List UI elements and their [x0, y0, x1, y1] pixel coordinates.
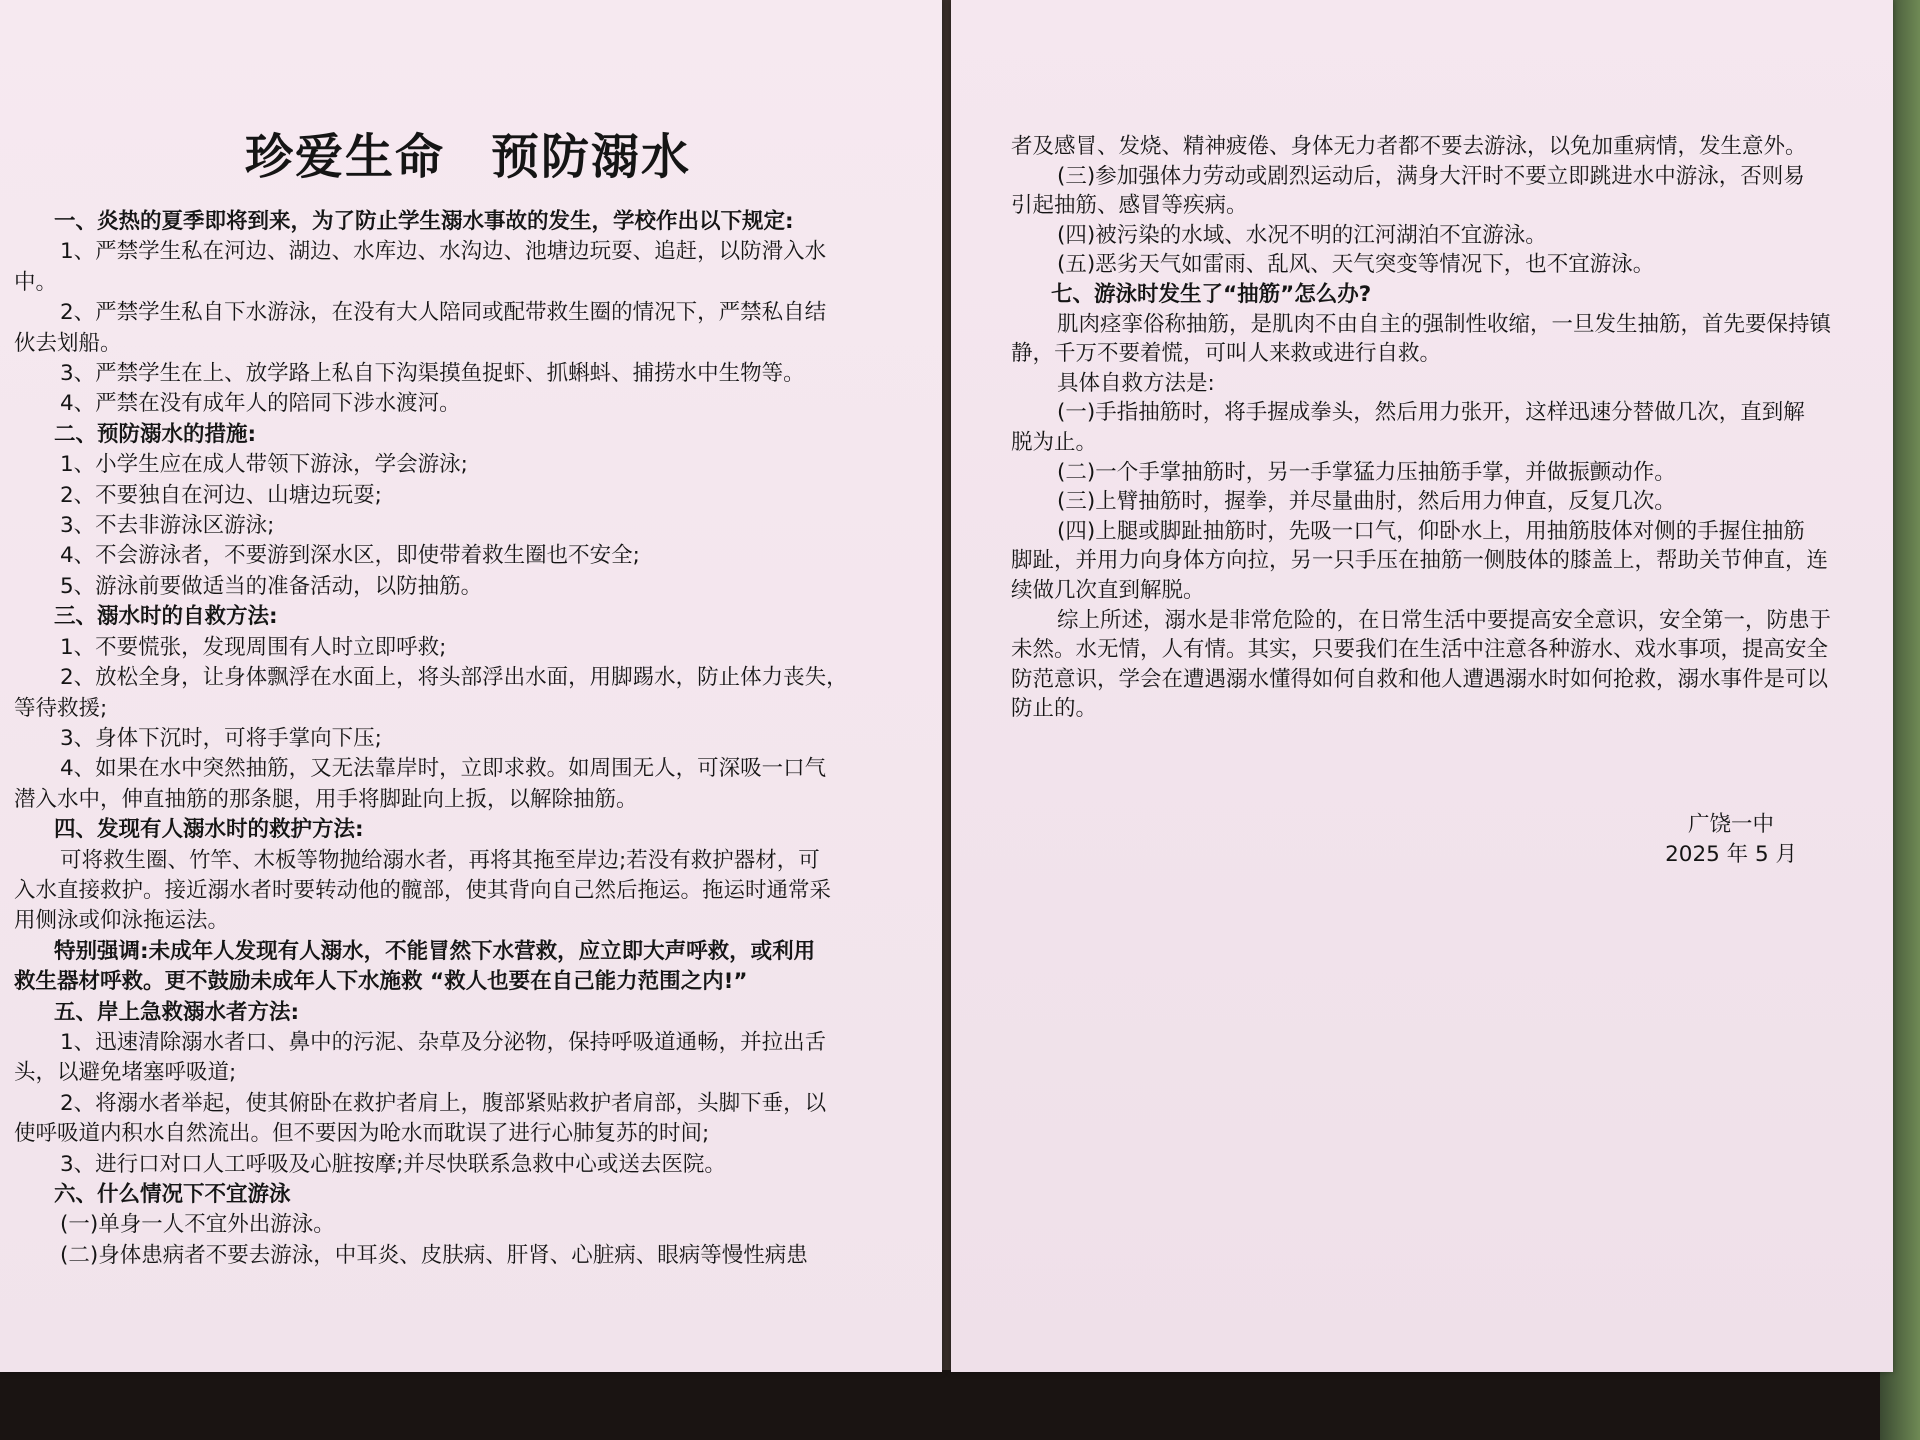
title-part-2: 预防溺水 — [491, 129, 692, 185]
text-line: 4、不会游泳者，不要游到深水区，即使带着救生圈也不安全; — [60, 543, 640, 569]
text-line: 2、不要独自在河边、山塘边玩耍; — [60, 482, 382, 508]
text-line: (一)单身一人不宜外出游泳。 — [60, 1212, 335, 1238]
text-line: (二)身体患病者不要去游泳，中耳炎、皮肤病、肝肾、心脏病、眼病等慢性病患 — [60, 1242, 808, 1268]
section-heading: 三、溺水时的自救方法: — [54, 604, 278, 630]
text-line: 综上所述，溺水是非常危险的，在日常生活中要提高安全意识，安全第一，防患于 — [1057, 607, 1832, 633]
text-line: 3、身体下沉时，可将手掌向下压; — [60, 725, 382, 751]
text-line: 入水直接救护。接近溺水者时要转动他的髋部，使其背向自己然后拖运。拖运时通常采 — [14, 877, 832, 903]
text-line: 1、迅速清除溺水者口、鼻中的污泥、杂草及分泌物，保持呼吸道通畅，并拉出舌 — [60, 1029, 827, 1055]
text-line: 头，以避免堵塞呼吸道; — [14, 1060, 237, 1086]
left-page — [0, 0, 942, 1372]
text-line: 伙去划船。 — [14, 330, 122, 356]
text-line: 1、小学生应在成人带领下游泳，学会游泳; — [60, 452, 468, 478]
text-line: 5、游泳前要做适当的准备活动，以防抽筋。 — [60, 573, 483, 599]
text-line: (五)恶劣天气如雷雨、乱风、天气突变等情况下，也不宜游泳。 — [1057, 252, 1655, 278]
text-line: 使呼吸道内积水自然流出。但不要因为呛水而耽误了进行心肺复苏的时间; — [14, 1121, 710, 1147]
text-line: 3、严禁学生在上、放学路上私自下沟渠摸鱼捉虾、抓蝌蚪、捕捞水中生物等。 — [60, 361, 805, 387]
text-line: (四)上腿或脚趾抽筋时，先吸一口气，仰卧水上，用抽筋肢体对侧的手握住抽筋 — [1057, 518, 1805, 544]
section-heading: 四、发现有人溺水时的救护方法: — [54, 817, 364, 843]
text-line: 救生器材呼救。更不鼓励未成年人下水施救 “救人也要在自己能力范围之内!” — [14, 969, 748, 995]
signature-org: 广饶一中 — [1688, 812, 1775, 837]
text-line: 2、将溺水者举起，使其俯卧在救护者肩上，腹部紧贴救护者肩部，头脚下垂，以 — [60, 1090, 827, 1116]
text-line: 未然。水无情，人有情。其实，只要我们在生活中注意各种游水、戏水事项，提高安全 — [1011, 637, 1829, 663]
section-heading: 七、游泳时发生了“抽筋”怎么办? — [1051, 281, 1372, 307]
text-line: 1、严禁学生私在河边、湖边、水库边、水沟边、池塘边玩耍、追赶，以防滑入水 — [60, 239, 827, 265]
text-line: 脱为止。 — [1011, 429, 1098, 455]
text-line: 防范意识，学会在遭遇溺水懂得如何自救和他人遭遇溺水时如何抢救，溺水事件是可以 — [1011, 666, 1829, 692]
section-heading: 一、炎热的夏季即将到来，为了防止学生溺水事故的发生，学校作出以下规定: — [54, 209, 794, 234]
text-line: 2、严禁学生私自下水游泳，在没有大人陪同或配带救生圈的情况下，严禁私自结 — [60, 300, 827, 326]
text-line: 静，千万不要着慌，可叫人来救或进行自救。 — [1011, 341, 1442, 367]
text-line: 1、不要慌张，发现周围有人时立即呼救; — [60, 634, 447, 660]
text-line: (四)被污染的水域、水况不明的江河湖泊不宜游泳。 — [1057, 222, 1547, 248]
text-line: (三)参加强体力劳动或剧烈运动后，满身大汗时不要立即跳进水中游泳，否则易 — [1057, 163, 1805, 189]
text-line: 中。 — [14, 269, 58, 295]
text-line: 引起抽筋、感冒等疾病。 — [1011, 193, 1248, 219]
right-page-body — [1011, 132, 1857, 724]
left-page-body — [14, 207, 902, 1271]
text-line: 续做几次直到解脱。 — [1011, 577, 1205, 603]
section-heading: 五、岸上急救溺水者方法: — [54, 999, 300, 1025]
text-line: 3、不去非游泳区游泳; — [60, 513, 275, 539]
text-line: (二)一个手掌抽筋时，另一手掌猛力压抽筋手掌，并做振颤动作。 — [1057, 459, 1676, 485]
text-line: 防止的。 — [1011, 696, 1098, 722]
text-line: 用侧泳或仰泳拖运法。 — [14, 908, 230, 934]
table-surface — [0, 1370, 1920, 1440]
signature-date: 2025 年 5 月 — [1665, 842, 1797, 867]
text-line: (一)手指抽筋时，将手握成拳头，然后用力张开，这样迅速分替做几次，直到解 — [1057, 400, 1805, 426]
document-title — [14, 118, 902, 187]
text-line: (三)上臂抽筋时，握拳，并尽量曲肘，然后用力伸直，反复几次。 — [1057, 489, 1676, 515]
text-line: 潜入水中，伸直抽筋的那条腿，用手将脚趾向上扳，以解除抽筋。 — [14, 786, 638, 812]
text-line: 4、严禁在没有成年人的陪同下涉水渡河。 — [60, 391, 461, 417]
text-line: 4、如果在水中突然抽筋，又无法靠岸时，立即求救。如周围无人，可深吸一口气 — [60, 756, 827, 782]
text-line: 肌肉痉挛俗称抽筋，是肌肉不由自主的强制性收缩，一旦发生抽筋，首先要保持镇 — [1057, 311, 1832, 337]
text-line: 可将救生圈、竹竿、木板等物抛给溺水者，再将其拖至岸边;若没有救护器材，可 — [60, 847, 820, 873]
text-line: 3、进行口对口人工呼吸及心脏按摩;并尽快联系急救中心或送去医院。 — [60, 1151, 726, 1177]
section-heading: 六、什么情况下不宜游泳 — [54, 1182, 291, 1207]
text-line: 等待救援; — [14, 695, 108, 721]
section-heading: 二、预防溺水的措施: — [54, 421, 257, 447]
section-heading: 特别强调:未成年人发现有人溺水，不能冒然下水营救，应立即大声呼救，或利用 — [54, 938, 816, 964]
text-line: 者及感冒、发烧、精神疲倦、身体无力者都不要去游泳，以免加重病情，发生意外。 — [1011, 134, 1807, 159]
text-line: 脚趾，并用力向身体方向拉，另一只手压在抽筋一侧肢体的膝盖上，帮助关节伸直，连 — [1011, 548, 1829, 574]
right-page — [951, 0, 1893, 1372]
title-part-1: 珍爱生命 — [244, 129, 445, 185]
signature-block — [1665, 810, 1797, 870]
text-line: 2、放松全身，让身体飘浮在水面上，将头部浮出水面，用脚踢水，防止体力丧失， — [60, 665, 848, 691]
text-line: 具体自救方法是: — [1057, 370, 1215, 396]
